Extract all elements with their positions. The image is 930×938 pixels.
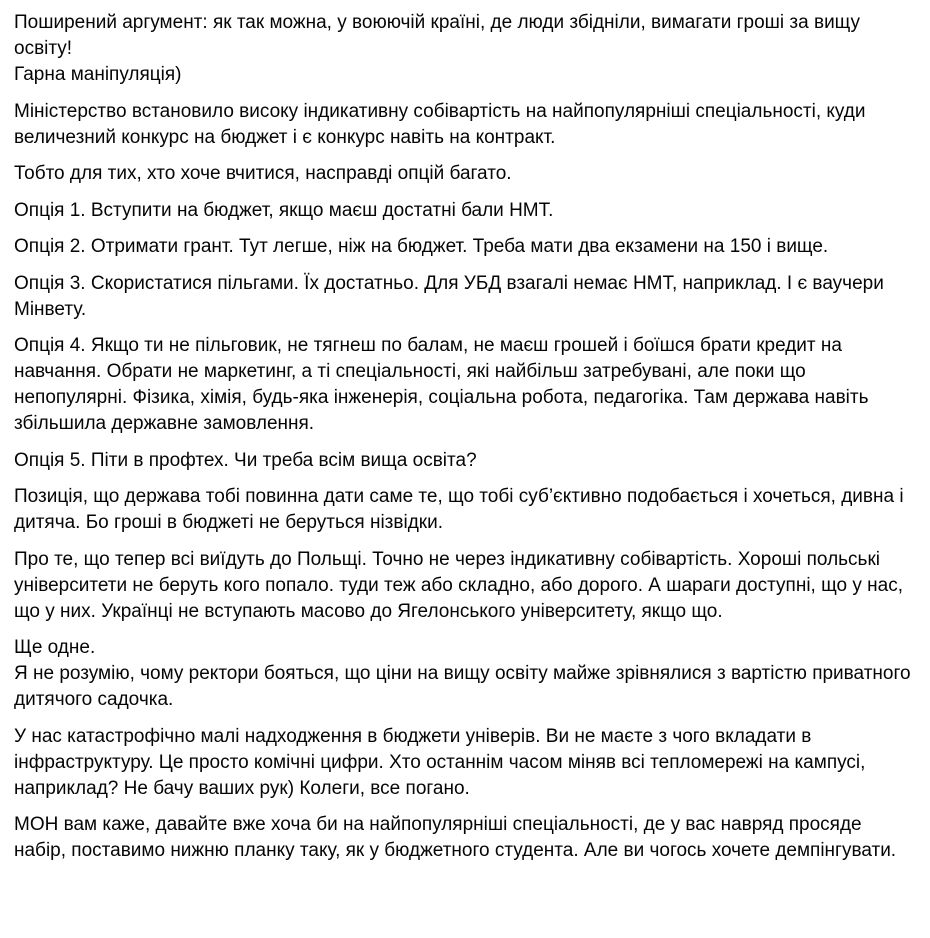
paragraph-line: Тобто для тих, хто хоче вчитися, насправді опцій багато.: [14, 163, 512, 184]
paragraph-line: МОН вам каже, давайте вже хоча би на найпопулярніші спеціальності, де у вас навряд просяде набір, поставимо нижню планку таку, як у бюджетного студента. Але ви чогось хочете демпінгувати.: [14, 814, 897, 861]
paragraph-line: Опція 5. Піти в профтех. Чи треба всім вища освіта?: [14, 449, 477, 471]
paragraph-line: У нас катастрофічно малі надходження в бюджети універів. Ви не маєте з чого вкладати в інфраструктуру. Це просто комічні цифри. Хто останнім часом міняв всі тепломережі на кампусі, наприклад? Не бачу ваших рук) Колеги, все погано.: [14, 725, 866, 799]
paragraph-line: Гарна маніпуляція): [14, 64, 182, 85]
paragraph-ministry: [14, 99, 916, 151]
paragraph-poland: [14, 547, 916, 625]
paragraph-line: Ще одне.: [14, 637, 96, 658]
paragraph-option-4: [14, 333, 916, 437]
paragraph-line: Опція 2. Отримати грант. Тут легше, ніж на бюджет. Треба мати два екзамени на 150 і вище.: [14, 236, 829, 257]
paragraph-line: Позиція, що держава тобі повинна дати саме те, що тобі суб’єктивно подобається і хочеться, дивна і дитяча. Бо гроші в бюджеті не беруться нізвідки.: [14, 486, 904, 533]
paragraph-line: Я не розумію, чому ректори бояться, що ціни на вищу освіту майже зрівнялися з вартістю приватного дитячого садочка.: [14, 663, 911, 710]
paragraph-budgets: [14, 724, 916, 802]
paragraph-line: Опція 3. Скористатися пільгами. Їх достатньо. Для УБД взагалі немає НМТ, наприклад. І є ваучери Мінвету.: [14, 272, 884, 320]
paragraph-mon: [14, 812, 916, 864]
paragraph-intro: [14, 10, 916, 88]
paragraph-line: Міністерство встановило високу індикативну собівартість на найпопулярніші спеціальності, куди величезний конкурс на бюджет і є конкурс навіть на контракт.: [14, 100, 866, 148]
paragraph-options-intro: [14, 161, 916, 187]
paragraph-line: Опція 4. Якщо ти не пільговик, не тягнеш по балам, не маєш грошей і боїшся брати кредит на навчання. Обрати не маркетинг, а ті спеціальності, які найбільш затребувані, але поки що непопулярні. Фізика, хімія, будь-яка інженерія, соціальна робота, педагогіка. Там держава навіть збільшила державне замовлення.: [14, 335, 869, 434]
paragraph-line: Поширений аргумент: як так можна, у воюючій країні, де люди збідніли, вимагати гроші за вищу освіту!: [14, 12, 861, 59]
paragraph-option-5: [14, 448, 916, 474]
paragraph-rectors: [14, 635, 916, 713]
paragraph-line: Опція 1. Вступити на бюджет, якщо маєш достатні бали НМТ.: [14, 199, 554, 221]
paragraph-option-3: [14, 271, 916, 323]
paragraph-option-1: [14, 198, 916, 224]
paragraph-line: Про те, що тепер всі виїдуть до Польщі. Точно не через індикативну собівартість. Хороші польські університети не беруть кого попало. туди теж або складно, або дорого. А шараги доступні, що у нас, що у них. Українці не вступають масово до Ягелонського університету, якщо що.: [14, 548, 903, 622]
paragraph-position: [14, 484, 916, 536]
paragraph-option-2: [14, 234, 916, 260]
